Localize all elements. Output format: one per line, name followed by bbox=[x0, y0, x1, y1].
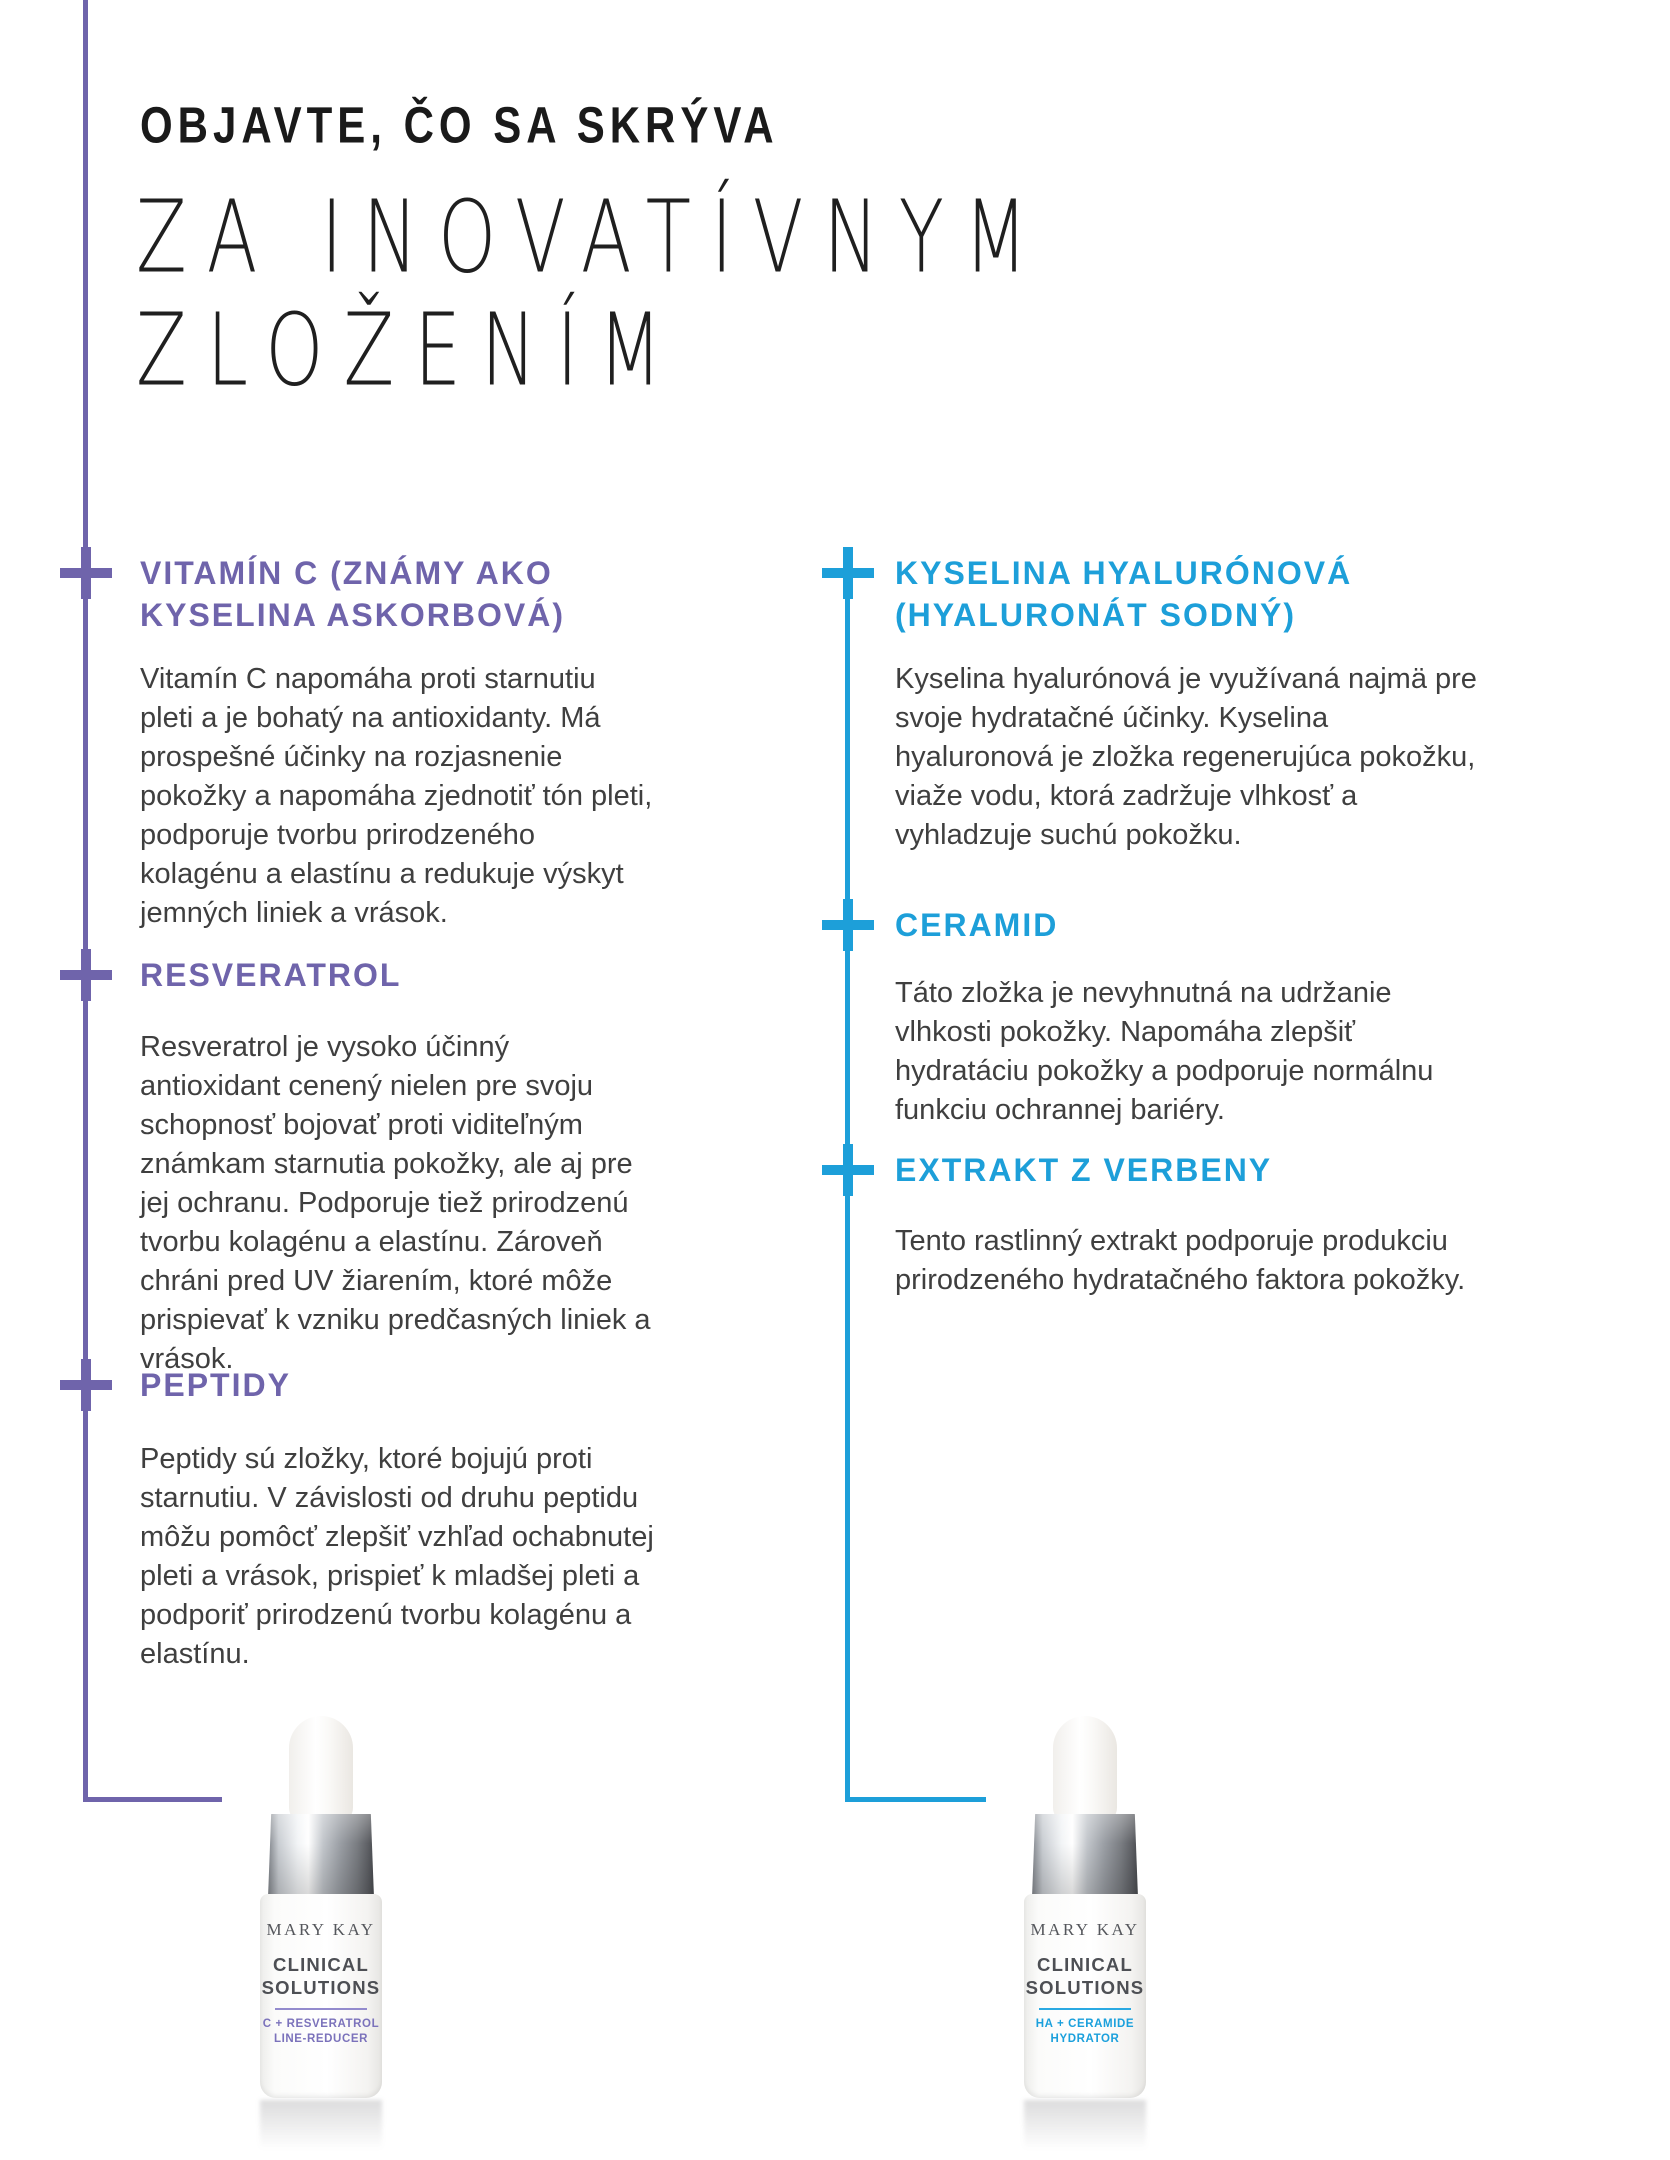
range-name-line2: SOLUTIONS bbox=[261, 1977, 381, 1998]
section-heading-peptidy: PEPTIDY bbox=[140, 1367, 291, 1403]
plus-icon bbox=[822, 547, 874, 599]
product-name bbox=[1024, 2017, 1146, 2047]
section-heading-resveratrol: RESVERATROL bbox=[140, 957, 402, 993]
product-name-line1: C + RESVERATROL bbox=[262, 2018, 380, 2030]
range-name bbox=[1024, 1953, 1146, 1999]
left-accent-line-vertical bbox=[83, 0, 88, 1800]
section-body-extrakt-z-verbeny: Tento rastlinný extrakt podporuje produkciu prirodzeného hydratačného faktora pokožky. bbox=[895, 1225, 1466, 1296]
section-heading-extrakt-z-verbeny: EXTRAKT Z VERBENY bbox=[895, 1152, 1273, 1188]
range-name-line1: CLINICAL bbox=[273, 1954, 369, 1975]
right-accent-line-horizontal bbox=[845, 1797, 986, 1802]
section-body-ceramid: Táto zložka je nevyhnutná na udržanie vlhkosti pokožky. Napomáha zlepšiť hydratáciu pokožky a podporuje normálnu funkciu ochrannej bariéry. bbox=[895, 977, 1434, 1126]
product-name-line1: HA + CERAMIDE bbox=[1035, 2018, 1135, 2030]
page-title-line1: ZA INOVATÍVNYM bbox=[136, 179, 1048, 296]
product-name-line2: HYDRATOR bbox=[1050, 2033, 1120, 2045]
label-divider bbox=[1039, 2008, 1131, 2010]
product-bottle-line-reducer bbox=[250, 1712, 392, 2160]
page-title-line2: ZLOŽENÍM bbox=[136, 292, 683, 409]
left-accent-line-horizontal bbox=[83, 1797, 222, 1802]
product-bottle-hydrator bbox=[1014, 1712, 1156, 2160]
plus-icon bbox=[60, 1359, 112, 1411]
section-heading-kyselina-hyaluronova: KYSELINA HYALURÓNOVÁ (HYALURONÁT SODNÝ) bbox=[895, 555, 1353, 633]
product-name bbox=[260, 2017, 382, 2047]
section-heading-vitamin-c: VITAMÍN C (ZNÁMY AKO KYSELINA ASKORBOVÁ) bbox=[140, 555, 565, 633]
bottle-body bbox=[260, 1894, 382, 2098]
section-body-kyselina-hyaluronova: Kyselina hyalurónová je využívaná najmä pre svoje hydratačné účinky. Kyselina hyaluronová je zložka regenerujúca pokožku, viaže vodu, ktorá zadržuje vlhkosť a vyhladzuje suchú pokožku. bbox=[895, 663, 1477, 851]
metal-collar bbox=[268, 1814, 374, 1898]
page-kicker: OBJAVTE, ČO SA SKRÝVA bbox=[140, 96, 779, 154]
section-body-resveratrol: Resveratrol je vysoko účinný antioxidant cenený nielen pre svoju schopnosť bojovať proti viditeľným známkam starnutia pokožky, ale aj pre jej ochranu. Podporuje tiež prirodzenú tvorbu kolagénu a elastínu. Zároveň chráni pred UV žiarením, ktoré môže prispievať k vzniku predčasných liniek a vrások. bbox=[140, 1031, 651, 1375]
metal-collar bbox=[1032, 1814, 1138, 1898]
plus-icon bbox=[60, 547, 112, 599]
range-name-line2: SOLUTIONS bbox=[1025, 1977, 1145, 1998]
dropper-bulb bbox=[1053, 1716, 1117, 1822]
brand-wordmark: MARY KAY bbox=[266, 1920, 376, 1939]
dropper-bulb bbox=[289, 1716, 353, 1822]
bottle-body bbox=[1024, 1894, 1146, 2098]
brand-wordmark: MARY KAY bbox=[1030, 1920, 1140, 1939]
section-body-vitamin-c: Vitamín C napomáha proti starnutiu pleti a je bohatý na antioxidanty. Má prospešné účinky na rozjasnenie pokožky a napomáha zjednotiť tón pleti, podporuje tvorbu prirodzeného kolagénu a elastínu a redukuje výskyt jemných liniek a vrások. bbox=[140, 663, 653, 929]
plus-icon bbox=[822, 1144, 874, 1196]
plus-icon bbox=[822, 899, 874, 951]
bottle-reflection bbox=[260, 2100, 382, 2158]
range-name bbox=[260, 1953, 382, 1999]
bottle-reflection bbox=[1024, 2100, 1146, 2158]
section-heading-ceramid: CERAMID bbox=[895, 907, 1059, 943]
plus-icon bbox=[60, 949, 112, 1001]
label-divider bbox=[275, 2008, 367, 2010]
section-body-peptidy: Peptidy sú zložky, ktoré bojujú proti starnutiu. V závislosti od druhu peptidu môžu pomôcť zlepšiť vzhľad ochabnutej pleti a vrások, prispieť k mladšej pleti a podporiť prirodzenú tvorbu kolagénu a elastínu. bbox=[140, 1443, 654, 1670]
range-name-line1: CLINICAL bbox=[1037, 1954, 1133, 1975]
product-name-line2: LINE-REDUCER bbox=[273, 2033, 369, 2045]
